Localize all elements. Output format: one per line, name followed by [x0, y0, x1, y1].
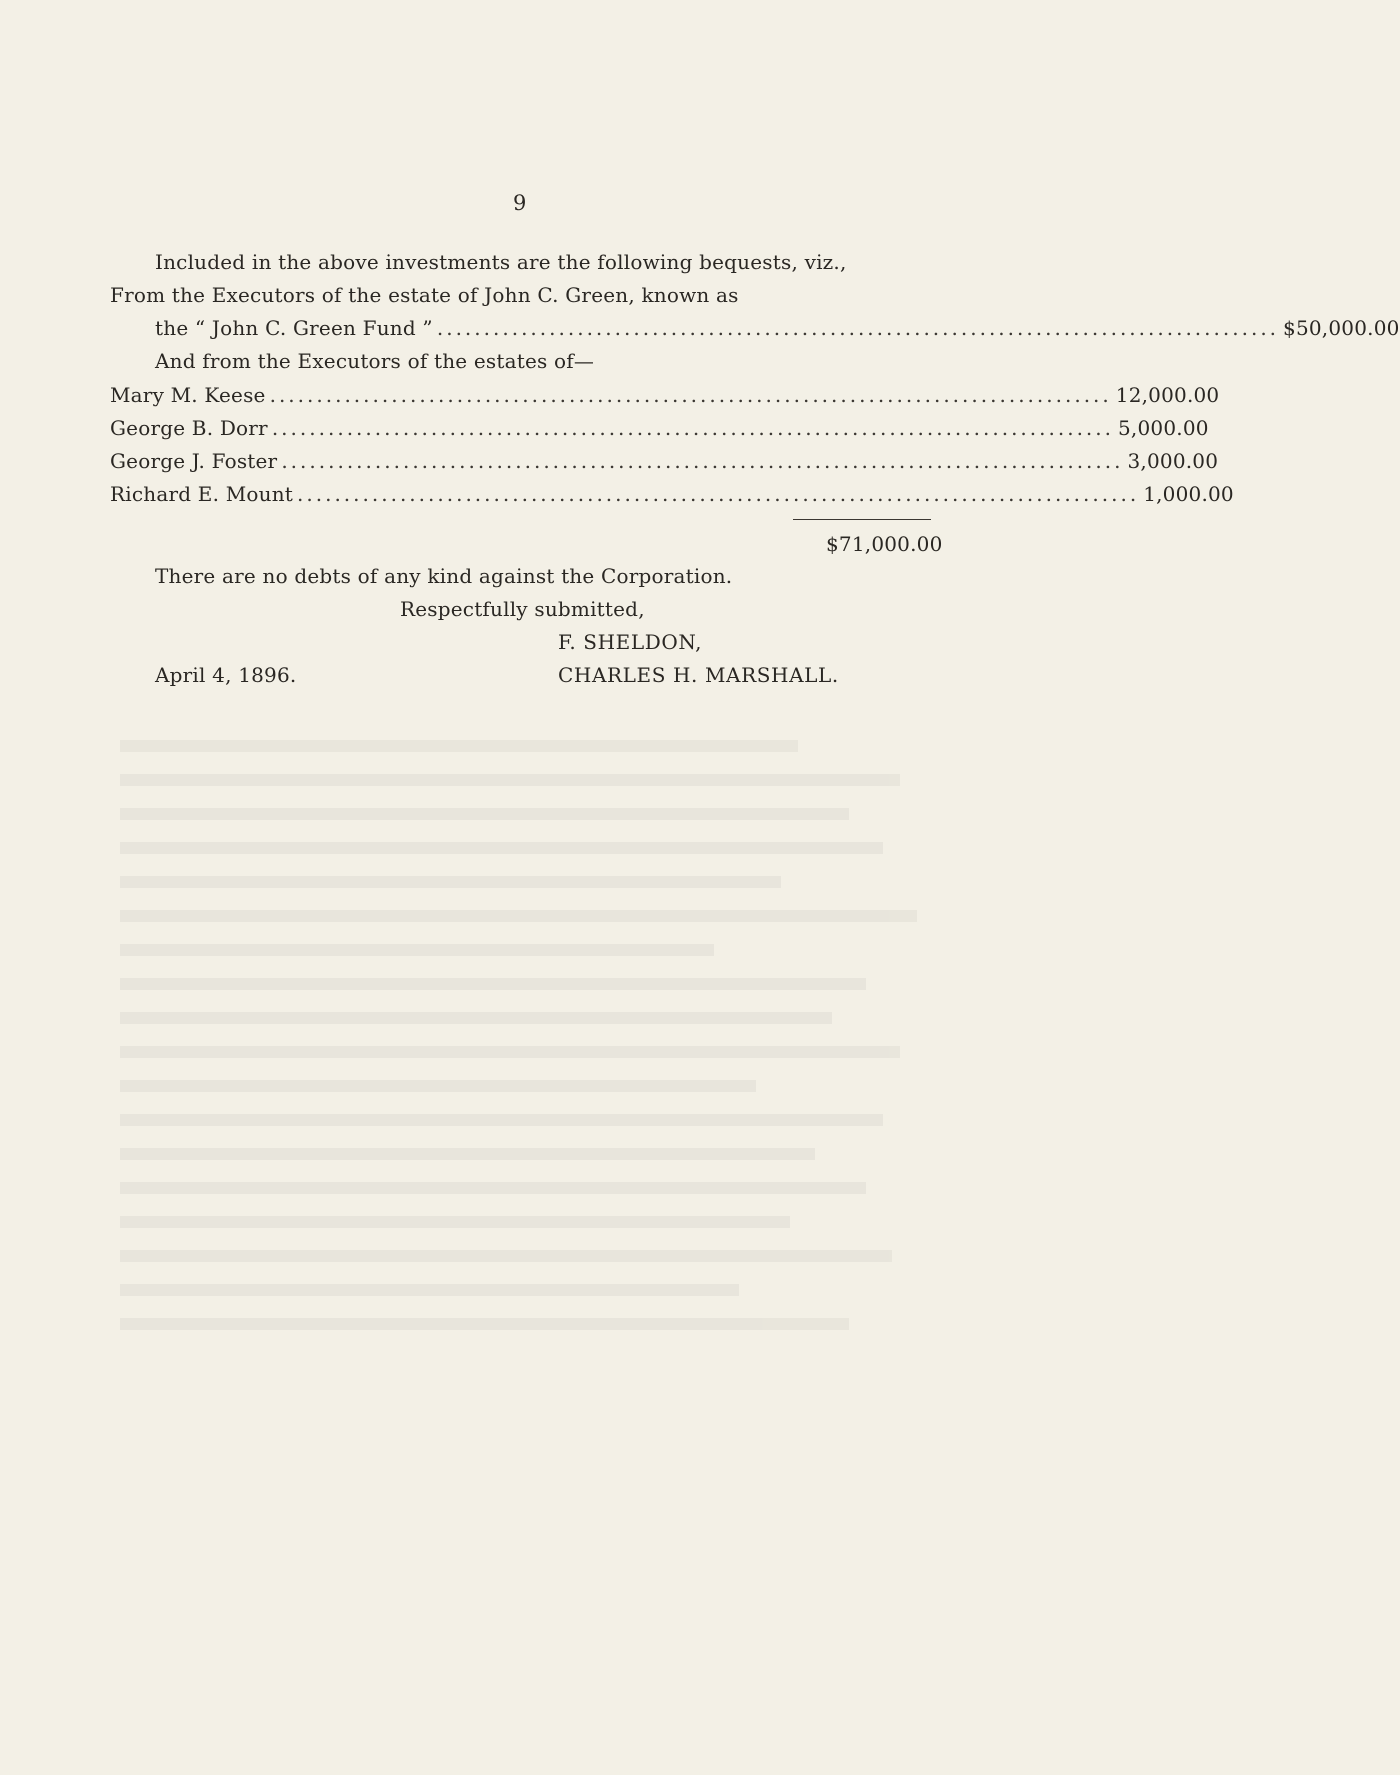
- signatory-sheldon: F. SHELDON,: [558, 630, 703, 654]
- green-fund-row: [155, 316, 1400, 340]
- green-fund-label: the “ John C. Green Fund ”: [155, 316, 433, 340]
- bequest-amount: 3,000.00: [1127, 449, 1219, 473]
- bequest-amount: 12,000.00: [1115, 383, 1220, 407]
- bequest-row: [110, 449, 1219, 473]
- leader-dots: ..........................................................................................: [297, 482, 1140, 506]
- executors-line: From the Executors of the estate of John C. Green, known as: [110, 283, 739, 307]
- debts-line: There are no debts of any kind against the Corporation.: [155, 564, 733, 588]
- bequest-amount: 5,000.00: [1118, 416, 1209, 440]
- signatory-marshall: CHARLES H. MARSHALL.: [558, 663, 839, 687]
- intro-line: Included in the above investments are the following bequests, viz.,: [155, 250, 847, 274]
- leader-dots: ..........................................................................................: [271, 416, 1114, 440]
- green-fund-amount: $50,000.00: [1283, 316, 1400, 340]
- bequest-name: George J. Foster: [110, 449, 278, 473]
- closing-line: Respectfully submitted,: [400, 597, 645, 621]
- date-line: April 4, 1896.: [155, 663, 297, 687]
- bleed-through-shadow: [120, 740, 968, 1415]
- total-amount: $71,000.00: [826, 532, 943, 556]
- leader-dots: ..........................................................................................: [281, 449, 1124, 473]
- leader-dots: ..........................................................................................: [436, 316, 1280, 340]
- bequest-name: Richard E. Mount: [110, 482, 294, 506]
- bequest-name: Mary M. Keese: [110, 383, 266, 407]
- bequest-row: [110, 383, 1220, 407]
- page-number: 9: [513, 191, 527, 215]
- leader-dots: ..........................................................................................: [269, 383, 1112, 407]
- bequest-row: [110, 416, 1209, 440]
- estates-line: And from the Executors of the estates of—: [155, 349, 595, 373]
- bequest-name: George B. Dorr: [110, 416, 268, 440]
- bequest-row: [110, 482, 1234, 506]
- bequest-amount: 1,000.00: [1143, 482, 1234, 506]
- total-rule: [793, 519, 931, 520]
